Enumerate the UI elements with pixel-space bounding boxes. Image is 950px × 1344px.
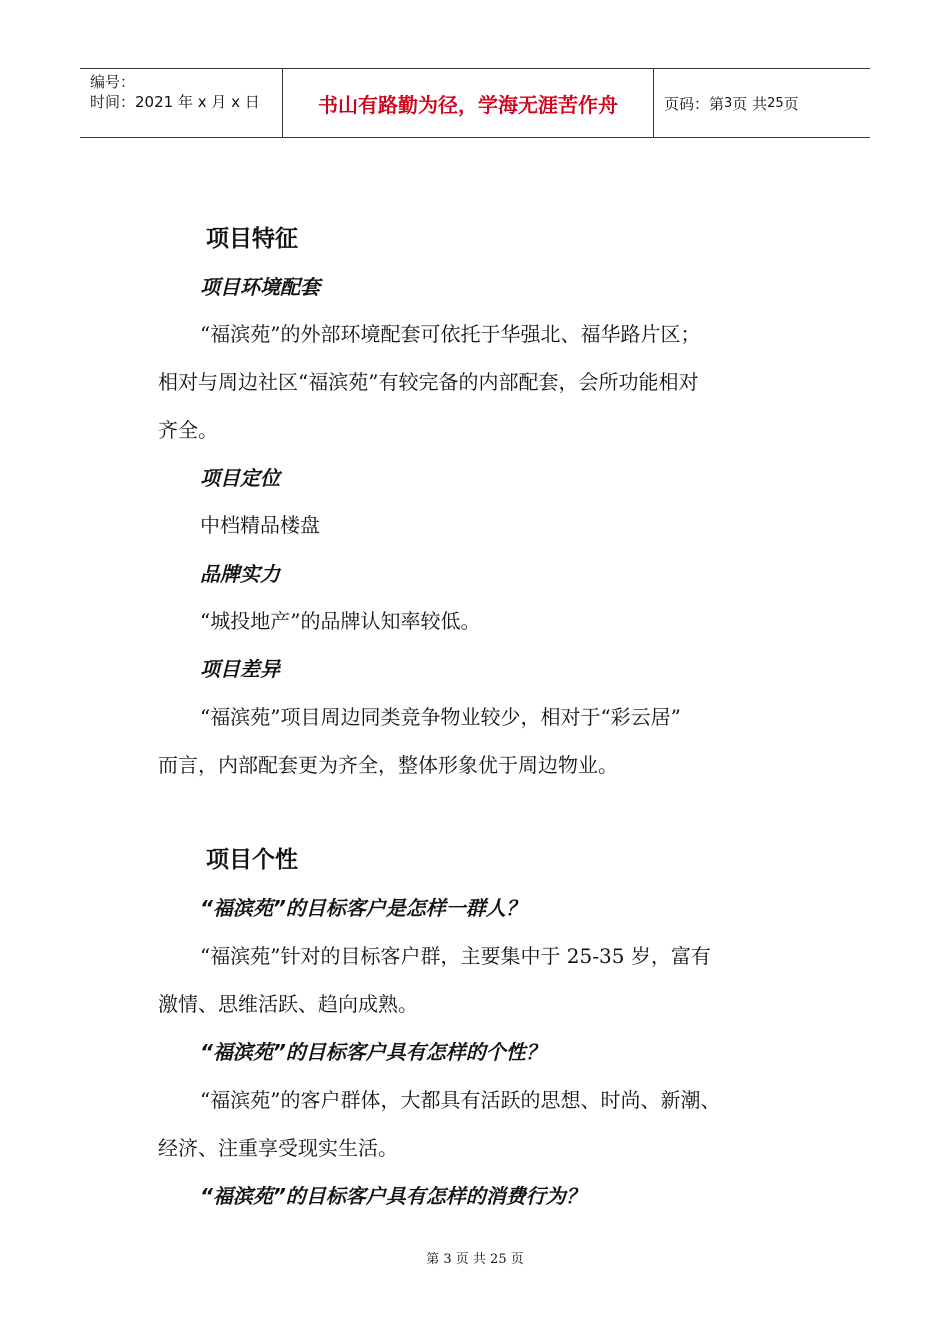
subtitle-brand: 品牌实力 xyxy=(200,562,280,586)
subtitle-environment: 项目环境配套 xyxy=(200,275,320,299)
section-title-features: 项目特征 xyxy=(206,226,298,252)
paragraph-line: “城投地产”的品牌认知率较低。 xyxy=(200,609,481,633)
question-who: “福滨苑”的目标客户是怎样一群人？ xyxy=(200,896,526,920)
paragraph-line: “福滨苑”项目周边同类竞争物业较少，相对于“彩云居” xyxy=(200,705,681,729)
paragraph-line: 而言，内部配套更为齐全，整体形象优于周边物业。 xyxy=(158,753,618,777)
number-label: 编号： xyxy=(90,73,136,91)
paragraph-line: 齐全。 xyxy=(158,418,218,442)
paragraph-line: “福滨苑”的客户群体，大都具有活跃的思想、时尚、新潮、 xyxy=(200,1088,721,1112)
page-footer: 第 3 页 共 25 页 xyxy=(426,1252,524,1267)
paragraph-line: 相对与周边社区“福滨苑”有较完备的内部配套，会所功能相对 xyxy=(158,370,699,394)
subtitle-difference: 项目差异 xyxy=(200,657,280,681)
page-suffix: 页 xyxy=(783,94,799,113)
paragraph-line: 经济、注重享受现实生活。 xyxy=(158,1136,398,1160)
page-middle: 页 共 xyxy=(732,94,768,113)
paragraph-line: “福滨苑”的外部环境配套可依托于华强北、福华路片区； xyxy=(200,322,701,346)
paragraph-line: 中档精品楼盘 xyxy=(200,513,320,537)
header-meta xyxy=(80,69,282,137)
header-motto: 书山有路勤为径，学海无涯苦作舟 xyxy=(282,69,654,137)
page-header xyxy=(80,68,870,138)
page-total: 25 xyxy=(767,95,784,111)
page-current: 3 xyxy=(724,95,733,111)
header-page-info xyxy=(654,69,870,137)
paragraph-line: 激情、思维活跃、趋向成熟。 xyxy=(158,992,418,1016)
section-title-personality: 项目个性 xyxy=(206,847,298,873)
paragraph-line: “福滨苑”针对的目标客户群，主要集中于 25-35 岁，富有 xyxy=(200,944,711,968)
question-consumption: “福滨苑”的目标客户具有怎样的消费行为？ xyxy=(200,1184,586,1208)
time-label: 时间：2021 年 x 月 x 日 xyxy=(90,93,260,111)
question-personality: “福滨苑”的目标客户具有怎样的个性？ xyxy=(200,1040,546,1064)
subtitle-positioning: 项目定位 xyxy=(200,466,280,490)
page-prefix: 页码：第 xyxy=(664,94,725,113)
